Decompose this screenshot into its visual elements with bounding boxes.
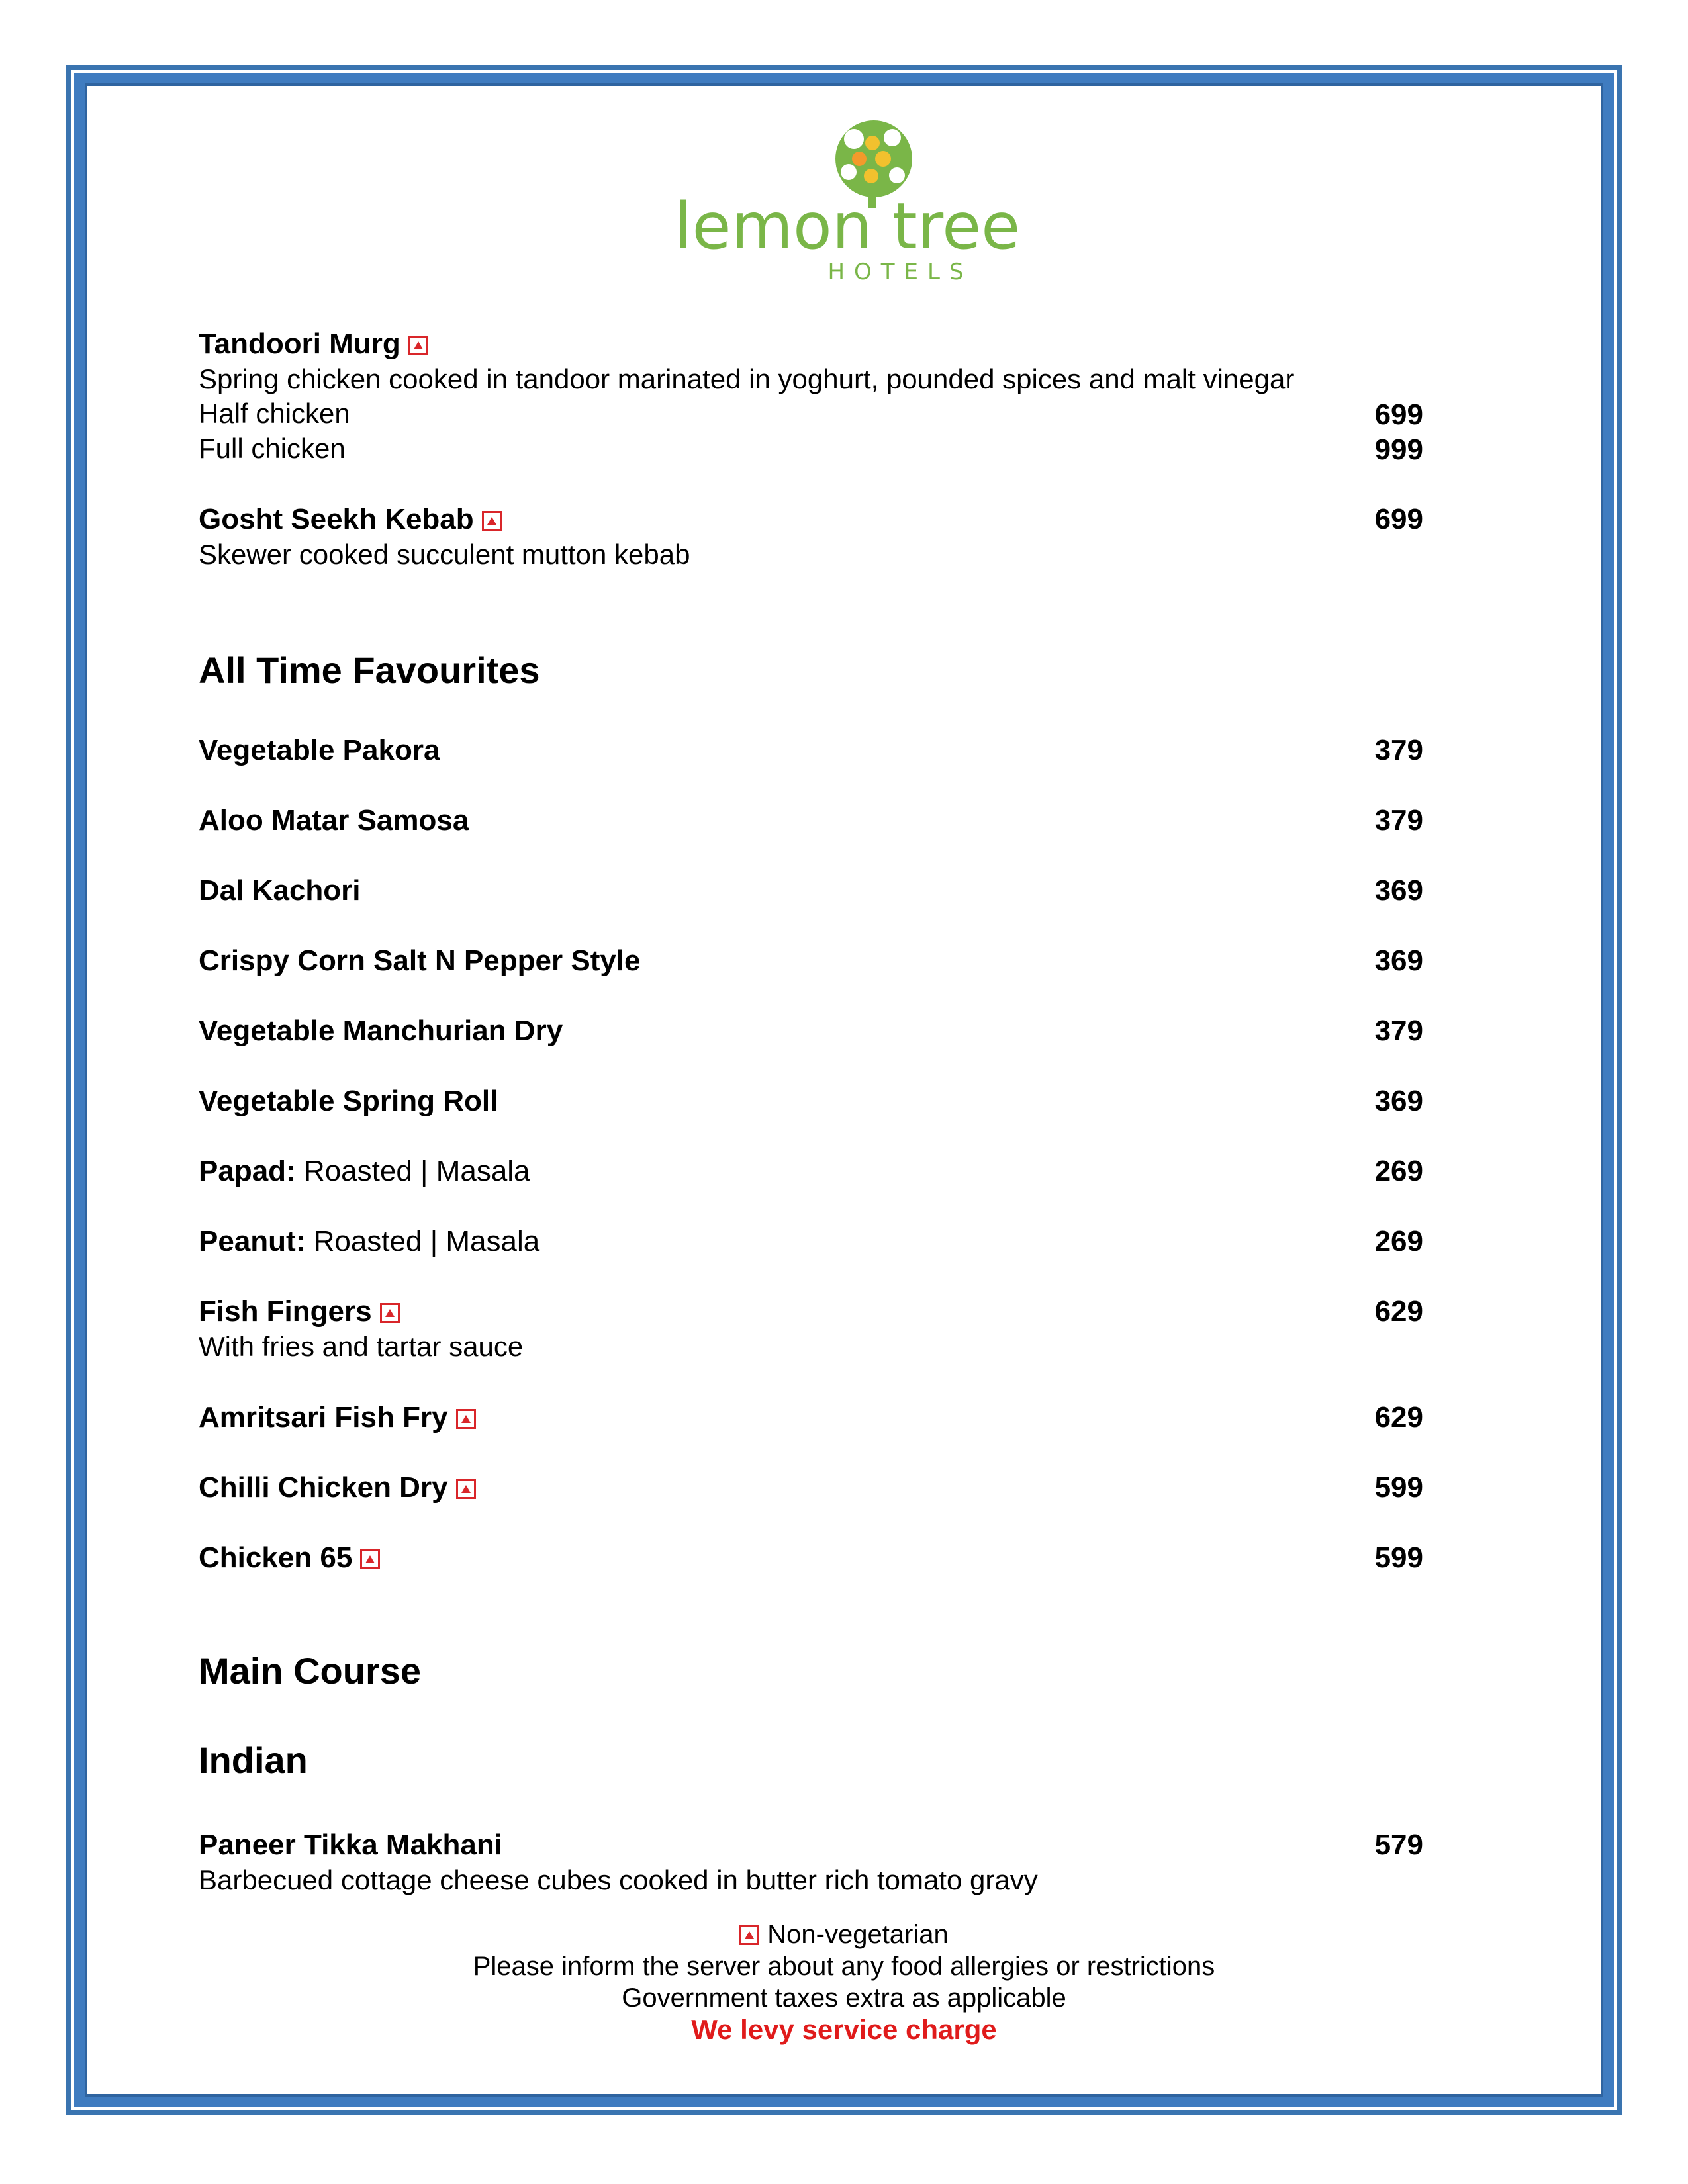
menu-item [199,941,1423,981]
item-price: 629 [1374,1295,1423,1328]
section-heading-main-course: Main Course [199,1650,422,1692]
item-price: 629 [1374,1401,1423,1433]
menu-item [199,1538,1423,1578]
item-price: 379 [1374,1015,1423,1047]
item-price: 599 [1374,1471,1423,1504]
menu-item [199,1222,1423,1261]
menu-item [199,1152,1423,1191]
non-veg-icon [482,511,502,531]
menu-option-row [199,395,1423,435]
item-name: Crispy Corn Salt N Pepper Style [199,944,641,977]
menu-item [199,1081,1423,1121]
item-price: 369 [1374,874,1423,907]
section-subheading-indian: Indian [199,1739,308,1781]
item-price: 379 [1374,734,1423,766]
item-description: With fries and tartar sauce [199,1331,524,1362]
item-name: Tandoori Murg [199,328,400,360]
item-name: Peanut: [199,1225,306,1257]
item-price: 599 [1374,1541,1423,1574]
item-name: Aloo Matar Samosa [199,804,469,837]
legend-text: Non-vegetarian [767,1920,949,1949]
menu-item [199,871,1423,911]
menu-item-tandoori-murg [199,324,1423,364]
item-variants: Roasted | Masala [305,1225,540,1257]
non-veg-icon [360,1549,380,1569]
footer-service-charge: We levy service charge [691,2014,997,2045]
item-description: Skewer cooked succulent mutton kebab [199,539,690,570]
non-veg-icon [739,1925,759,1945]
item-name: Amritsari Fish Fry [199,1401,448,1433]
item-price: 579 [1374,1829,1423,1861]
item-price: 269 [1374,1155,1423,1187]
item-price: 369 [1374,944,1423,977]
menu-item [199,1825,1423,1865]
item-name: Chicken 65 [199,1541,353,1574]
item-name: Vegetable Spring Roll [199,1085,498,1117]
menu-content [199,0,1423,2184]
menu-item-gosht-seekh-kebab [199,500,1423,539]
item-price: 269 [1374,1225,1423,1257]
non-veg-icon [408,336,428,355]
item-name: Fish Fingers [199,1295,372,1328]
menu-item [199,801,1423,841]
menu-item [199,731,1423,770]
item-name: Chilli Chicken Dry [199,1471,448,1504]
menu-item [199,1292,1423,1332]
menu-item [199,1011,1423,1051]
non-veg-icon [456,1479,476,1499]
item-name: Paneer Tikka Makhani [199,1829,502,1861]
menu-item [199,1398,1423,1437]
item-name: Dal Kachori [199,874,361,907]
menu-option-row [199,430,1423,470]
logo-wordmark: lemon tree [674,189,1021,263]
non-veg-icon [456,1409,476,1429]
item-price: 699 [1374,503,1423,535]
footer-tax-note: Government taxes extra as applicable [622,1983,1066,2013]
item-price: 379 [1374,804,1423,837]
menu-item [199,1468,1423,1508]
option-label: Full chicken [199,433,346,464]
item-name: Vegetable Manchurian Dry [199,1015,563,1047]
item-description: Spring chicken cooked in tandoor marinated in yoghurt, pounded spices and malt vinegar [199,363,1295,394]
option-price: 699 [1374,398,1423,431]
logo-subtitle: HOTELS [827,259,973,285]
item-name: Vegetable Pakora [199,734,440,766]
item-name: Gosht Seekh Kebab [199,503,474,535]
option-price: 999 [1374,433,1423,466]
item-name: Papad: [199,1155,296,1187]
option-label: Half chicken [199,398,350,429]
footer-allergy-note: Please inform the server about any food allergies or restrictions [473,1952,1215,1981]
section-heading-favourites: All Time Favourites [199,649,540,691]
footer-legend [0,1918,1688,1951]
non-veg-icon [380,1303,400,1323]
item-price: 369 [1374,1085,1423,1117]
item-description: Barbecued cottage cheese cubes cooked in butter rich tomato gravy [199,1864,1038,1895]
item-variants: Roasted | Masala [295,1155,530,1187]
